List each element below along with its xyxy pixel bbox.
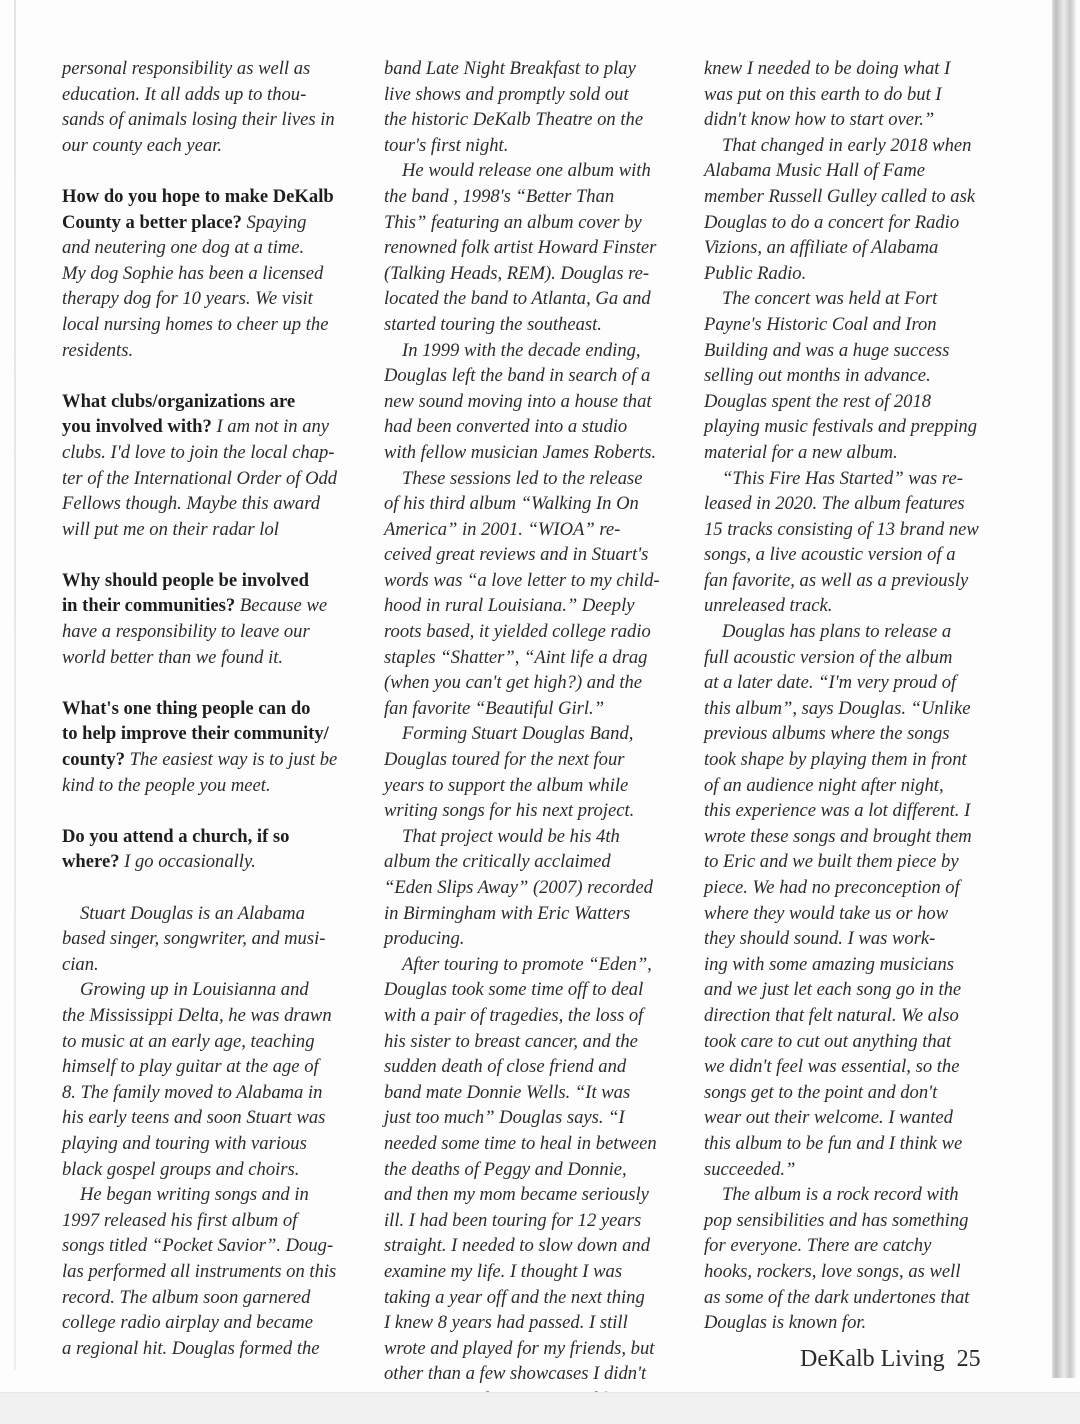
text-line: Douglas spent the rest of 2018 bbox=[704, 390, 932, 412]
question-text: where? bbox=[62, 851, 120, 873]
text-line: In 1999 with the decade ending, bbox=[402, 339, 641, 361]
text-line: He would release one album with bbox=[402, 160, 651, 182]
text-line: a regional hit. Douglas formed the bbox=[62, 1337, 320, 1359]
answer-text: Fellows though. Maybe this award bbox=[62, 493, 321, 515]
page-fold-shadow bbox=[1052, 0, 1076, 1378]
answer-text: kind to the people you meet. bbox=[62, 774, 271, 796]
text-line: where they would take us or how bbox=[704, 902, 949, 924]
text-line: Forming Stuart Douglas Band, bbox=[402, 723, 634, 745]
question-text: What's one thing people can do bbox=[62, 697, 311, 719]
answer-text: I am not in any bbox=[211, 416, 330, 438]
text-line: took shape by playing them in front bbox=[704, 749, 967, 771]
text-line: with a pair of tragedies, the loss of bbox=[384, 1004, 644, 1026]
paragraph-gap bbox=[62, 670, 367, 696]
qa-line bbox=[62, 466, 367, 492]
text-line: Building and was a huge success bbox=[704, 339, 950, 361]
column-2 bbox=[384, 56, 689, 1412]
qa-line bbox=[62, 696, 367, 722]
question-text: Do you attend a church, if so bbox=[62, 825, 290, 847]
text-line: He began writing songs and in bbox=[80, 1184, 309, 1206]
answer-text: Spaying bbox=[241, 211, 307, 233]
answer-text: and neutering one dog at a time. bbox=[62, 237, 305, 259]
text-line: to music at an early age, teaching bbox=[62, 1030, 315, 1052]
text-line: 1997 released his first album of bbox=[62, 1209, 298, 1231]
answer-text: have a responsibility to leave our bbox=[62, 621, 310, 643]
question-text: to help improve their community/ bbox=[62, 723, 329, 745]
text-line: That changed in early 2018 when bbox=[722, 134, 972, 156]
text-line: The album is a rock record with bbox=[722, 1184, 959, 1206]
text-line: started touring the southeast. bbox=[384, 313, 602, 335]
text-line: Growing up in Louisianna and bbox=[80, 979, 309, 1001]
qa-line bbox=[62, 517, 367, 543]
text-line: record. The album soon garnered bbox=[62, 1286, 311, 1308]
text-line: we didn't feel was essential, so the bbox=[704, 1056, 960, 1078]
column-3 bbox=[704, 56, 1014, 1336]
text-line: other than a few showcases I didn't bbox=[384, 1363, 647, 1385]
text-line: wrote these songs and brought them bbox=[704, 825, 972, 847]
text-line: himself to play guitar at the age of bbox=[62, 1056, 319, 1078]
text-line: leased in 2020. The album features bbox=[704, 493, 965, 515]
text-line: unreleased track. bbox=[704, 595, 833, 617]
text-line: needed some time to heal in between bbox=[384, 1132, 657, 1154]
text-line: personal responsibility as well as bbox=[62, 58, 311, 79]
text-line: (when you can't get high?) and the bbox=[384, 672, 643, 694]
paragraph-gap bbox=[62, 542, 367, 568]
text-line: our county each year. bbox=[62, 134, 223, 156]
text-line: playing and touring with various bbox=[62, 1132, 307, 1154]
qa-line bbox=[62, 312, 367, 338]
text-line: Stuart Douglas is an Alabama bbox=[80, 902, 305, 924]
text-line: songs, a live acoustic version of a bbox=[704, 544, 956, 566]
text-line: full acoustic version of the album bbox=[704, 646, 953, 668]
text-line: live shows and promptly sold out bbox=[384, 83, 629, 105]
text-line: of his third album “Walking In On bbox=[384, 493, 639, 515]
qa-line bbox=[62, 338, 367, 364]
qa-block bbox=[62, 184, 367, 363]
text-line: the deaths of Peggy and Donnie, bbox=[384, 1158, 627, 1180]
answer-text: residents. bbox=[62, 339, 134, 361]
text-line: years to support the album while bbox=[384, 774, 629, 796]
text-line: with fellow musician James Roberts. bbox=[384, 441, 657, 463]
text-line: words was “a love letter to my child- bbox=[384, 569, 660, 591]
text-line: las performed all instruments on this bbox=[62, 1260, 337, 1282]
text-line: his sister to breast cancer, and the bbox=[384, 1030, 638, 1052]
answer-text: My dog Sophie has been a licensed bbox=[62, 262, 324, 284]
text-line: Douglas has plans to release a bbox=[722, 621, 952, 643]
text-line: fan favorite “Beautiful Girl.” bbox=[384, 697, 605, 719]
text-line: as some of the dark undertones that bbox=[704, 1286, 970, 1308]
text-line: college radio airplay and became bbox=[62, 1312, 313, 1334]
text-line: pop sensibilities and has something bbox=[704, 1209, 969, 1231]
text-line: his early teens and soon Stuart was bbox=[62, 1107, 326, 1129]
answer-text: local nursing homes to cheer up the bbox=[62, 313, 329, 335]
answer-text: world better than we found it. bbox=[62, 646, 284, 668]
qa-line bbox=[62, 235, 367, 261]
text-line: Alabama Music Hall of Fame bbox=[704, 160, 926, 182]
text-line: Public Radio. bbox=[704, 262, 807, 284]
text-line: I knew 8 years had passed. I still bbox=[384, 1312, 628, 1334]
text-line: black gospel groups and choirs. bbox=[62, 1158, 300, 1180]
text-line: sands of animals losing their lives in bbox=[62, 109, 335, 131]
text-line: new sound moving into a house that bbox=[384, 390, 652, 412]
text-line: 8. The family moved to Alabama in bbox=[62, 1081, 323, 1103]
text-line: album the critically acclaimed bbox=[384, 851, 611, 873]
text-line: they should sound. I was work- bbox=[704, 928, 936, 950]
qa-line bbox=[62, 645, 367, 671]
text-line: the historic DeKalb Theatre on the bbox=[384, 109, 644, 131]
qa-line bbox=[62, 747, 367, 773]
answer-text: will put me on their radar lol bbox=[62, 518, 279, 540]
text-line: taking a year off and the next thing bbox=[384, 1286, 645, 1308]
text-line: The concert was held at Fort bbox=[722, 288, 938, 310]
paragraph-gap bbox=[62, 798, 367, 824]
qa-line bbox=[62, 440, 367, 466]
question-text: in their communities? bbox=[62, 595, 236, 617]
text-line: (Talking Heads, REM). Douglas re- bbox=[384, 262, 650, 284]
text-line: ing with some amazing musicians bbox=[704, 953, 954, 975]
answer-text: The easiest way is to just be bbox=[125, 749, 338, 771]
text-line: This” featuring an album cover by bbox=[384, 211, 642, 233]
text-line: These sessions led to the release bbox=[402, 467, 643, 489]
text-line: material for a new album. bbox=[704, 441, 898, 463]
text-line: band Late Night Breakfast to play bbox=[384, 58, 636, 79]
text-line: tour's first night. bbox=[384, 134, 509, 156]
text-line: this album”, says Douglas. “Unlike bbox=[704, 697, 971, 719]
qa-line bbox=[62, 184, 367, 210]
text-line: Douglas is known for. bbox=[704, 1312, 867, 1334]
text-line: wrote and played for my friends, but bbox=[384, 1337, 655, 1359]
answer-text: Because we bbox=[235, 595, 328, 617]
text-line: straight. I needed to slow down and bbox=[384, 1235, 650, 1257]
question-text: you involved with? bbox=[62, 416, 212, 438]
qa-line bbox=[62, 721, 367, 747]
text-line: and we just let each song go in the bbox=[704, 979, 962, 1001]
qa-line bbox=[62, 824, 367, 850]
column-1 bbox=[62, 56, 367, 1361]
qa-line bbox=[62, 210, 367, 236]
text-line: examine my life. I thought I was bbox=[384, 1260, 623, 1282]
qa-block bbox=[62, 389, 367, 543]
qa-line bbox=[62, 414, 367, 440]
text-line: in Birmingham with Eric Watters bbox=[384, 902, 631, 924]
text-line: just too much” Douglas says. “I bbox=[384, 1107, 625, 1129]
text-line: roots based, it yielded college radio bbox=[384, 621, 651, 643]
text-line: songs get to the point and don't bbox=[704, 1081, 938, 1103]
text-line: Douglas toured for the next four bbox=[384, 749, 625, 771]
text-line: songs titled “Pocket Savior”. Doug- bbox=[62, 1235, 334, 1257]
qa-line bbox=[62, 593, 367, 619]
text-line: was put on this earth to do but I bbox=[704, 83, 942, 105]
text-line: sudden death of close friend and bbox=[384, 1056, 627, 1078]
text-line: producing. bbox=[384, 928, 465, 950]
text-line: 15 tracks consisting of 13 brand new bbox=[704, 518, 979, 540]
text-line: ceived great reviews and in Stuart's bbox=[384, 544, 649, 566]
page-number: 25 bbox=[956, 1346, 981, 1372]
text-line: ill. I had been touring for 12 years bbox=[384, 1209, 642, 1231]
text-line: direction that felt natural. We also bbox=[704, 1004, 959, 1026]
qa-line bbox=[62, 491, 367, 517]
text-line: located the band to Atlanta, Ga and bbox=[384, 288, 651, 310]
text-line: at a later date. “I'm very proud of bbox=[704, 672, 957, 694]
text-line: “This Fire Has Started” was re- bbox=[722, 467, 963, 489]
text-line: writing songs for his next project. bbox=[384, 800, 635, 822]
text-line: based singer, songwriter, and musi- bbox=[62, 928, 326, 950]
text-line: member Russell Gulley called to ask bbox=[704, 185, 976, 207]
text-line: previous albums where the songs bbox=[704, 723, 950, 745]
qa-block bbox=[62, 568, 367, 670]
text-line: After touring to promote “Eden”, bbox=[402, 953, 652, 975]
text-line: wear out their welcome. I wanted bbox=[704, 1107, 953, 1129]
text-line: the Mississippi Delta, he was drawn bbox=[62, 1004, 332, 1026]
text-line: had been converted into a studio bbox=[384, 416, 628, 438]
text-line: education. It all adds up to thou- bbox=[62, 83, 307, 105]
text-line: Vizions, an affiliate of Alabama bbox=[704, 237, 939, 259]
page-edge-line bbox=[14, 0, 16, 1370]
text-line: Douglas left the band in search of a bbox=[384, 365, 651, 387]
viewer-background bbox=[0, 1392, 1080, 1424]
text-line: this album to be fun and I think we bbox=[704, 1132, 963, 1154]
text-line: “Eden Slips Away” (2007) recorded bbox=[384, 877, 653, 898]
text-line: of an audience night after night, bbox=[704, 774, 944, 796]
paragraph-gap bbox=[62, 158, 367, 184]
page-footer bbox=[800, 1346, 981, 1373]
text-line: America” in 2001. “WIOA” re- bbox=[384, 518, 621, 540]
text-line: staples “Shatter”, “Aint life a drag bbox=[384, 646, 648, 668]
answer-text: therapy dog for 10 years. We visit bbox=[62, 288, 313, 310]
question-text: What clubs/organizations are bbox=[62, 390, 296, 412]
answer-text: clubs. I'd love to join the local chap- bbox=[62, 441, 335, 463]
qa-line bbox=[62, 261, 367, 287]
paragraph-gap bbox=[62, 363, 367, 389]
text-line: hooks, rockers, love songs, as well bbox=[704, 1260, 961, 1282]
answer-text: ter of the International Order of Odd bbox=[62, 467, 338, 489]
text-line: cian. bbox=[62, 953, 99, 975]
question-text: County a better place? bbox=[62, 211, 242, 233]
qa-line bbox=[62, 389, 367, 415]
qa-block bbox=[62, 696, 367, 798]
text-line: fan favorite, as well as a previously bbox=[704, 569, 969, 591]
text-line: this experience was a lot different. I bbox=[704, 800, 971, 822]
text-line: piece. We had no preconception of bbox=[704, 877, 960, 898]
text-line: selling out months in advance. bbox=[704, 365, 931, 387]
text-line: took care to cut out anything that bbox=[704, 1030, 952, 1052]
qa-line bbox=[62, 849, 367, 875]
text-line: Douglas took some time off to deal bbox=[384, 979, 644, 1001]
text-line: to Eric and we built them piece by bbox=[704, 851, 959, 873]
qa-line bbox=[62, 568, 367, 594]
question-text: How do you hope to make DeKalb bbox=[62, 185, 334, 207]
text-line: didn't know how to start over.” bbox=[704, 109, 935, 131]
qa-line bbox=[62, 619, 367, 645]
question-text: Why should people be involved bbox=[62, 569, 309, 591]
publication-name: DeKalb Living bbox=[800, 1346, 945, 1372]
text-line: Payne's Historic Coal and Iron bbox=[704, 313, 937, 335]
question-text: county? bbox=[62, 749, 126, 771]
text-line: hood in rural Louisiana.” Deeply bbox=[384, 595, 635, 617]
text-line: knew I needed to be doing what I bbox=[704, 58, 951, 79]
qa-block bbox=[62, 824, 367, 875]
answer-text: I go occasionally. bbox=[119, 851, 256, 873]
text-line: succeeded.” bbox=[704, 1158, 796, 1180]
text-line: for everyone. There are catchy bbox=[704, 1235, 932, 1257]
text-line: renowned folk artist Howard Finster bbox=[384, 237, 657, 259]
text-line: playing music festivals and prepping bbox=[704, 416, 978, 438]
qa-line bbox=[62, 773, 367, 799]
text-line: and then my mom became seriously bbox=[384, 1184, 649, 1206]
text-line: band mate Donnie Wells. “It was bbox=[384, 1081, 631, 1103]
text-line: Douglas to do a concert for Radio bbox=[704, 211, 960, 233]
text-line: That project would be his 4th bbox=[402, 825, 620, 847]
qa-line bbox=[62, 286, 367, 312]
paragraph-gap bbox=[62, 875, 367, 901]
text-line: the band , 1998's “Better Than bbox=[384, 185, 615, 207]
